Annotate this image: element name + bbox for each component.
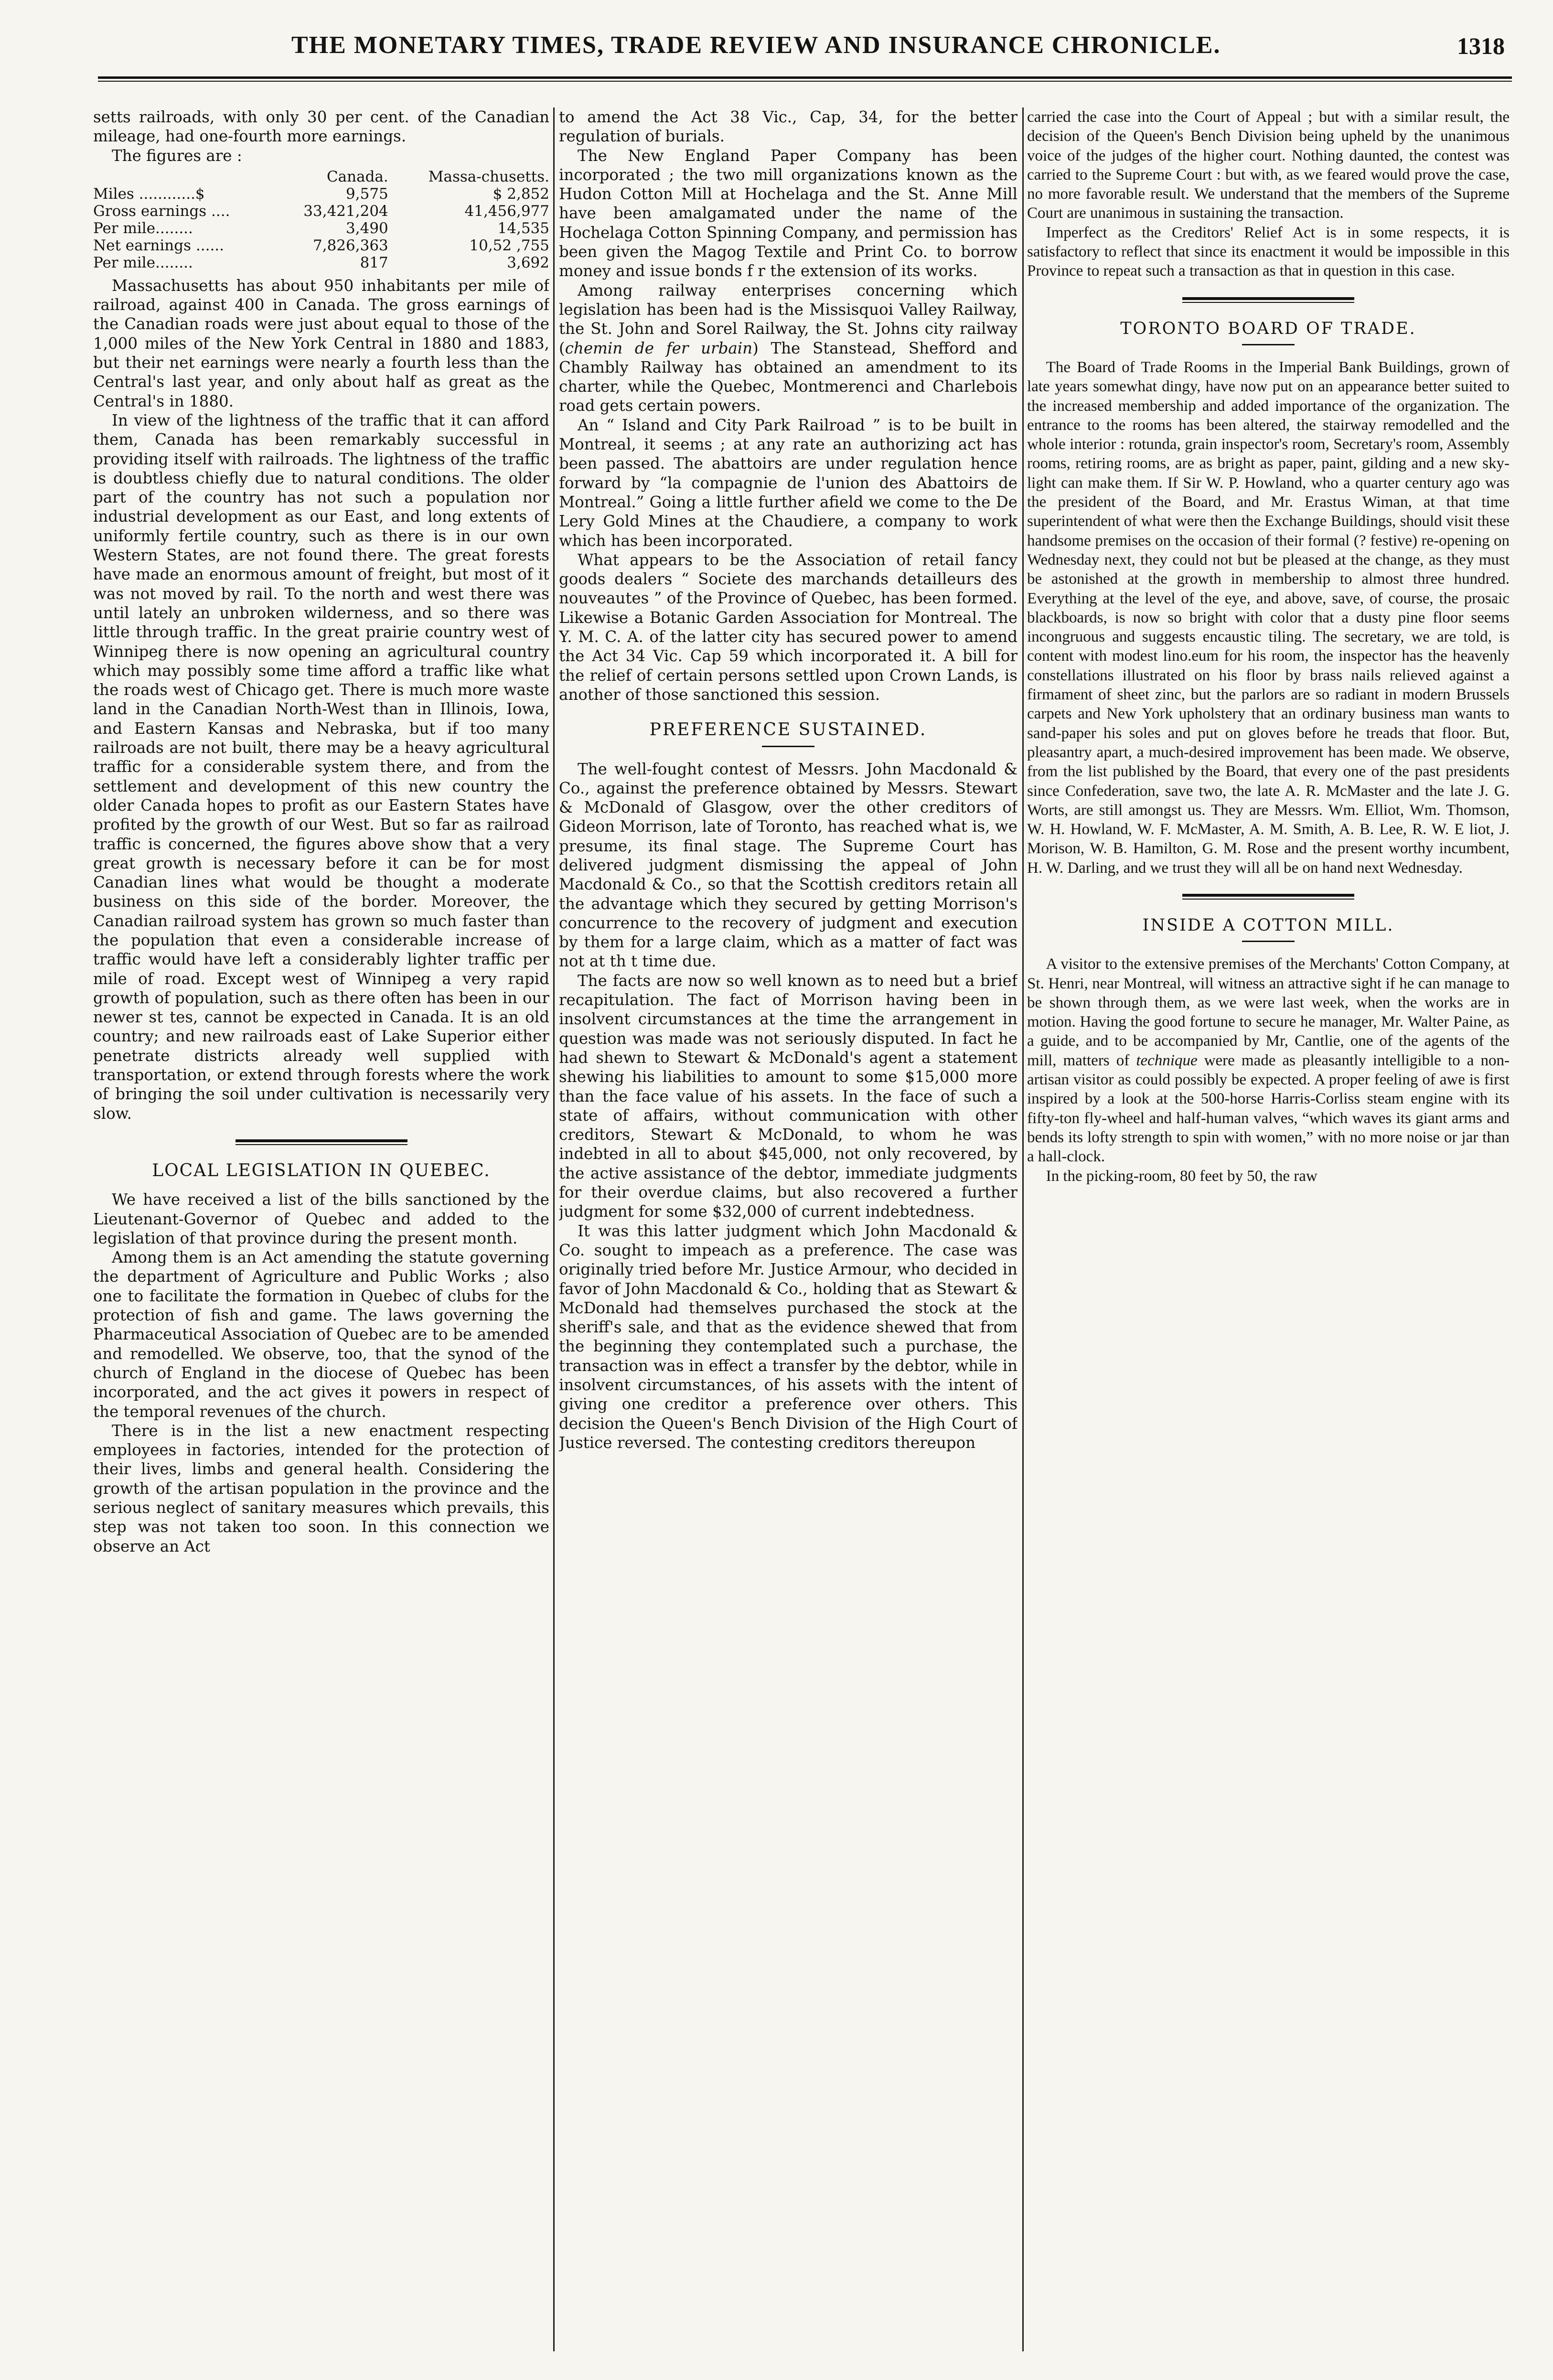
- page-header: [91, 26, 1519, 72]
- table-header-cell: Canada.: [326, 168, 388, 185]
- table-row: [93, 254, 549, 271]
- table-cell: Per mile........: [93, 254, 193, 271]
- text-run: were made as pleasantly intelligible to a non-artisan visitor as could possibly be expected. A proper feeling of awe is first inspired by a look at the 500-horse Harris-Corliss steam engine with its fifty-ton fly-wheel and half-human valves, “which waves its giant arms and bends its lofty strength to spin with women,” with no more noise or jar than a hall-clock.: [1027, 1051, 1510, 1166]
- table-cell: 3,490: [346, 219, 388, 237]
- column-2: [559, 107, 1017, 2351]
- table-cell: Net earnings ......: [93, 236, 225, 254]
- paragraph: In view of the lightness of the traffic that it can afford them, Canada has been remarkably successful in providing itself with railroads. The lightness of the traffic is doubtless chiefly due to natural conditions. The older part of the country has not such a population nor industrial development as our East, and long extents of uniformly fertile country, such as there is in our own Western States, are not found there. The great forests have made an enormous amount of freight, but most of it was not moved by rail. To the north and west there was until lately an unbroken wilderness, and so there was little through traffic. In the great prairie country west of Winnipeg there is now opening an agricultural country which may possibly some time afford a traffic like what the roads west of Chicago get. There is much more waste land in the Canadian North-West than in Illinois, Iowa, and Eastern Kansas and Nebraska, but if too many railroads are not built, there may be a heavy agricultural traffic for a considerable system there, and from the settlement and development of this new country the older Canada hopes to profit as our Eastern States have profited by the growth of our West. But so far as railroad traffic is concerned, the figures above show that a very great growth is necessary before it can be for most Canadian lines what would be thought a moderate business on this side of the border. Moreover, the Canadian railroad system has grown so much faster than the population that even a considerable increase of traffic would have left a considerably lighter traffic per mile of road. Except west of Winnipeg a very rapid growth of population, such as there often has been in our newer st tes, cannot be expected in Canada. It is an old country; and new railroads east of Lake Superior either penetrate districts already well supplied with transportation, or extend through forests where the work of bringing the soil under cultivation is necessarily very slow.: [93, 411, 549, 1123]
- paragraph: Massachusetts has about 950 inhabitants per mile of railroad, against 400 in Canada. The gross earnings of the Canadian roads were just about equal to those of the 1,000 miles of the New York Central in 1880 and 1883, but their net earnings were nearly a fourth less than the Central's last year, and only about half as great as the Central's in 1880.: [93, 276, 549, 410]
- column-3: [1027, 107, 1510, 2351]
- table-row: [93, 203, 549, 220]
- paragraph: Imperfect as the Creditors' Relief Act is in some respects, it is satisfactory to reflect that since its enactment it would be impossible in this Province to repeat such a transaction as that in question in this case.: [1027, 224, 1510, 280]
- table-cell: 10,52 ,755: [469, 236, 549, 254]
- heading-underline: [762, 746, 814, 747]
- heading-inside-a-cotton-mill: INSIDE A COTTON MILL.: [1142, 915, 1394, 935]
- paragraph: carried the case into the Court of Appeal ; but with a similar result, the decision of the Queen's Bench Division being upheld by the unanimous voice of the judges of the higher court. Nothing daunted, the contest was carried to the Supreme Court : but with, as we feared would prove the case, no more favorable result. We understand that the members of the Supreme Court are unanimous in sustaining the transaction.: [1027, 108, 1510, 222]
- column-divider-1: [553, 107, 555, 2351]
- heading-underline: [1242, 344, 1295, 345]
- heading-preference-sustained: PREFERENCE SUSTAINED.: [649, 720, 927, 740]
- header-rule: [98, 76, 1512, 82]
- table-cell: 3,692: [507, 254, 549, 271]
- section-separator: [1182, 894, 1354, 900]
- table-header-row: [93, 168, 549, 185]
- paragraph: In the picking-room, 80 feet by 50, the raw: [1046, 1167, 1317, 1185]
- table-cell: Miles ............$: [93, 185, 205, 203]
- italic-text: chemin de fer urbain: [565, 339, 753, 357]
- table-cell: 817: [360, 254, 388, 271]
- text-run: Among railway enterprises concerning which legislation has been had is the Missisquoi Valley Railway, the St. John and Sorel Railway, the St. Johns city railway (: [559, 281, 1017, 357]
- paragraph: [559, 281, 1017, 416]
- heading-toronto-board-of-trade: TORONTO BOARD OF TRADE.: [1120, 319, 1416, 338]
- masthead-title: THE MONETARY TIMES, TRADE REVIEW AND INSURANCE CHRONICLE.: [291, 32, 1221, 59]
- paragraph: [1027, 954, 1510, 1166]
- table-row: [93, 185, 549, 203]
- text-run: A visitor to the extensive premises of the Merchants' Cotton Company, at St. Henri, near Montreal, will witness an attractive sight if he can manage to be shown through them, as we were last week, when the works are in motion. Having the good fortune to secure he manager, Mr. Walter Paine, as a guide, and to be accompanied by Mr, Cantlie, one of the agents of the mill, matters of: [1027, 955, 1510, 1069]
- table-header-cell: Massa-chusetts.: [428, 168, 549, 185]
- text-run: ) The Stanstead, Shefford and Chambly Railway has obtained an amendment to its charter, while the Quebec, Montmerenci and Charlebois road gets certain powers.: [559, 339, 1017, 415]
- earnings-table: [93, 168, 549, 271]
- column-1: [93, 107, 549, 2351]
- paragraph: The New England Paper Company has been incorporated ; the two mill organizations known as the Hudon Cotton Mill at Hochelaga and the St. Anne Mill have been amalgamated under the name of the Hochelaga Cotton Spinning Company, and permission has been given the Magog Textile and Print Co. to borrow money and issue bonds f r the extension of its works.: [559, 146, 1017, 280]
- paragraph: The facts are now so well known as to need but a brief recapitulation. The fact of Morrison having been in insolvent circumstances at the time the arrangement in question was made was not seriously disputed. In fact he had shewn to Stewart & McDonald's agent a statement shewing his liabilities to amount to some $15,000 more than the face value of his assets. In the face of such a state of affairs, without communication with other creditors, Stewart & McDonald, to whom he was indebted in all to about $45,000, not only recovered, by the active assistance of the debtor, immediate judgments for their overdue claims, but also recovered a further judgment for some $32,000 of current indebtedness.: [559, 971, 1017, 1221]
- paragraph: We have received a list of the bills sanctioned by the Lieutenant-Governor of Quebec and added to the legislation of that province during the present month.: [93, 1190, 549, 1247]
- table-row: [93, 237, 549, 254]
- table-cell: 14,535: [497, 219, 549, 237]
- column-divider-2: [1022, 107, 1024, 2351]
- table-cell: $ 2,852: [493, 185, 549, 203]
- paragraph: There is in the list a new enactment respecting employees in factories, intended for the protection of their lives, limbs and general health. Considering the growth of the artisan population in the province and the serious neglect of sanitary measures which prevails, this step was not taken too soon. In this connection we observe an Act: [93, 1421, 549, 1555]
- paragraph: An “ Island and City Park Railroad ” is to be built in Montreal, it seems ; at any rate an authorizing act has been passed. The abattoirs are under regulation hence forward by “la compagnie de l'union des Abattoirs de Montreal.” Going a little further afield we come to the De Lery Gold Mines at the Chaudiere, a company to work which has been incorporated.: [559, 416, 1017, 550]
- paragraph: Among them is an Act amending the statute governing the department of Agriculture and Public Works ; also one to facilitate the formation in Quebec of clubs for the protection of fish and game. The laws governing the Pharmaceutical Association of Quebec are to be amended and remodelled. We observe, too, that the synod of the church of England in the diocese of Quebec has been incorporated, and the act gives it powers in respect of the temporal revenues of the church.: [93, 1248, 549, 1421]
- table-cell: Per mile........: [93, 219, 193, 237]
- table-header-cell: [93, 168, 275, 185]
- section-separator: [236, 1139, 407, 1145]
- table-row: [93, 220, 549, 237]
- italic-text: technique: [1136, 1051, 1198, 1069]
- figures-label: The figures are :: [112, 146, 242, 165]
- paragraph: setts railroads, with only 30 per cent. of the Canadian mileage, had one-fourth more earnings.: [93, 108, 549, 146]
- table-cell: Gross earnings ....: [93, 202, 230, 220]
- table-cell: 33,421,204: [303, 202, 388, 220]
- paragraph: What appears to be the Association of retail fancy goods dealers “ Societe des marchands detailleurs des nouveautes ” of the Province of Quebec, has been formed. Likewise a Botanic Garden Association for Montreal. The Y. M. C. A. of the latter city has secured power to amend the Act 34 Vic. Cap 59 which incorporated it. A bill for the relief of certain persons settled upon Crown Lands, is another of those sanctioned this session.: [559, 550, 1017, 704]
- paragraph: It was this latter judgment which John Macdonald & Co. sought to impeach as a preference. The case was originally tried before Mr. Justice Armour, who decided in favor of John Macdonald & Co., holding that as Stewart & McDonald had themselves purchased the stock at the sheriff's sale, and that as the evidence shewed that from the beginning they contemplated such a purchase, the transaction was in effect a transfer by the debtor, while in insolvent circumstances, of his assets with the intent of giving one creditor a preference over others. This decision the Queen's Bench Division of the High Court of Justice reversed. The contesting creditors thereupon: [559, 1222, 1017, 1452]
- section-separator: [1182, 297, 1354, 303]
- heading-local-legislation: LOCAL LEGISLATION IN QUEBEC.: [152, 1160, 491, 1180]
- paragraph: The Board of Trade Rooms in the Imperial Bank Buildings, grown of late years somewhat dingy, have now put on an appearance better suited to the increased membership and added importance of the organization. The entrance to the rooms has been altered, the stairway remodelled and the whole interior : rotunda, grain inspector's room, Secretary's room, Assembly rooms, retiring rooms, are as bright as paper, paint, gilding and a new sky-light can make them. If Sir W. P. Howland, who a quarter century ago was the president of the Board, and Mr. Erastus Wiman, at that time superintendent of what were then the Exchange Buildings, should visit these handsome premises on the occasion of their formal (? festive) re-opening on Wednesday next, they could not but be pleased at the change, as they must be astonished at the growth in membership to almost three hundred. Everything at the level of the eye, and above, save, of course, the prosaic blackboards, is now so bright with color that a dusty pine floor seems incongruous and suggests encaustic tiling. The secretary, we are told, is content with modest lino.eum for his room, the inspector has the heavenly constellations illustrated on his floor by brass nails relieved against a firmament of sheet zinc, but the parlors are so radiant in modern Brussels carpets and New York upholstery that an ordinary business man wants to sand-paper his soles and put on gloves before he treads that floor. But, pleasantry apart, a much-desired improvement has been made. We observe, from the list published by the Board, that every one of the past presidents since Confederation, save two, the late A. R. McMaster and the late J. G. Worts, are still amongst us. They are Messrs. Wm. Elliot, Wm. Thomson, W. H. Howland, W. F. McMaster, A. M. Smith, A. B. Lee, R. W. E liot, J. Morison, W. B. Hamilton, G. M. Rose and the present worthy incumbent, H. W. Darling, and we trust they will all be on hand next Wednesday.: [1027, 358, 1510, 877]
- page-number: 1318: [1457, 32, 1505, 59]
- paragraph: to amend the Act 38 Vic., Cap, 34, for the better regulation of burials.: [559, 108, 1017, 146]
- table-cell: 41,456,977: [464, 202, 549, 220]
- heading-underline: [1242, 941, 1295, 942]
- paragraph: The well-fought contest of Messrs. John Macdonald & Co., against the preference obtained by Messrs. Stewart & McDonald of Glasgow, over the other creditors of Gideon Morrison, late of Toronto, has reached what is, we presume, its final stage. The Supreme Court has delivered judgment dismissing the appeal of John Macdonald & Co., so that the Scottish creditors retain all the advantage which they secured by getting Morrison's concurrence to the recovery of judgment and execution by them for a large claim, which as a matter of fact was not at th t time due.: [559, 760, 1017, 971]
- table-cell: 9,575: [346, 185, 388, 203]
- table-cell: 7,826,363: [313, 236, 388, 254]
